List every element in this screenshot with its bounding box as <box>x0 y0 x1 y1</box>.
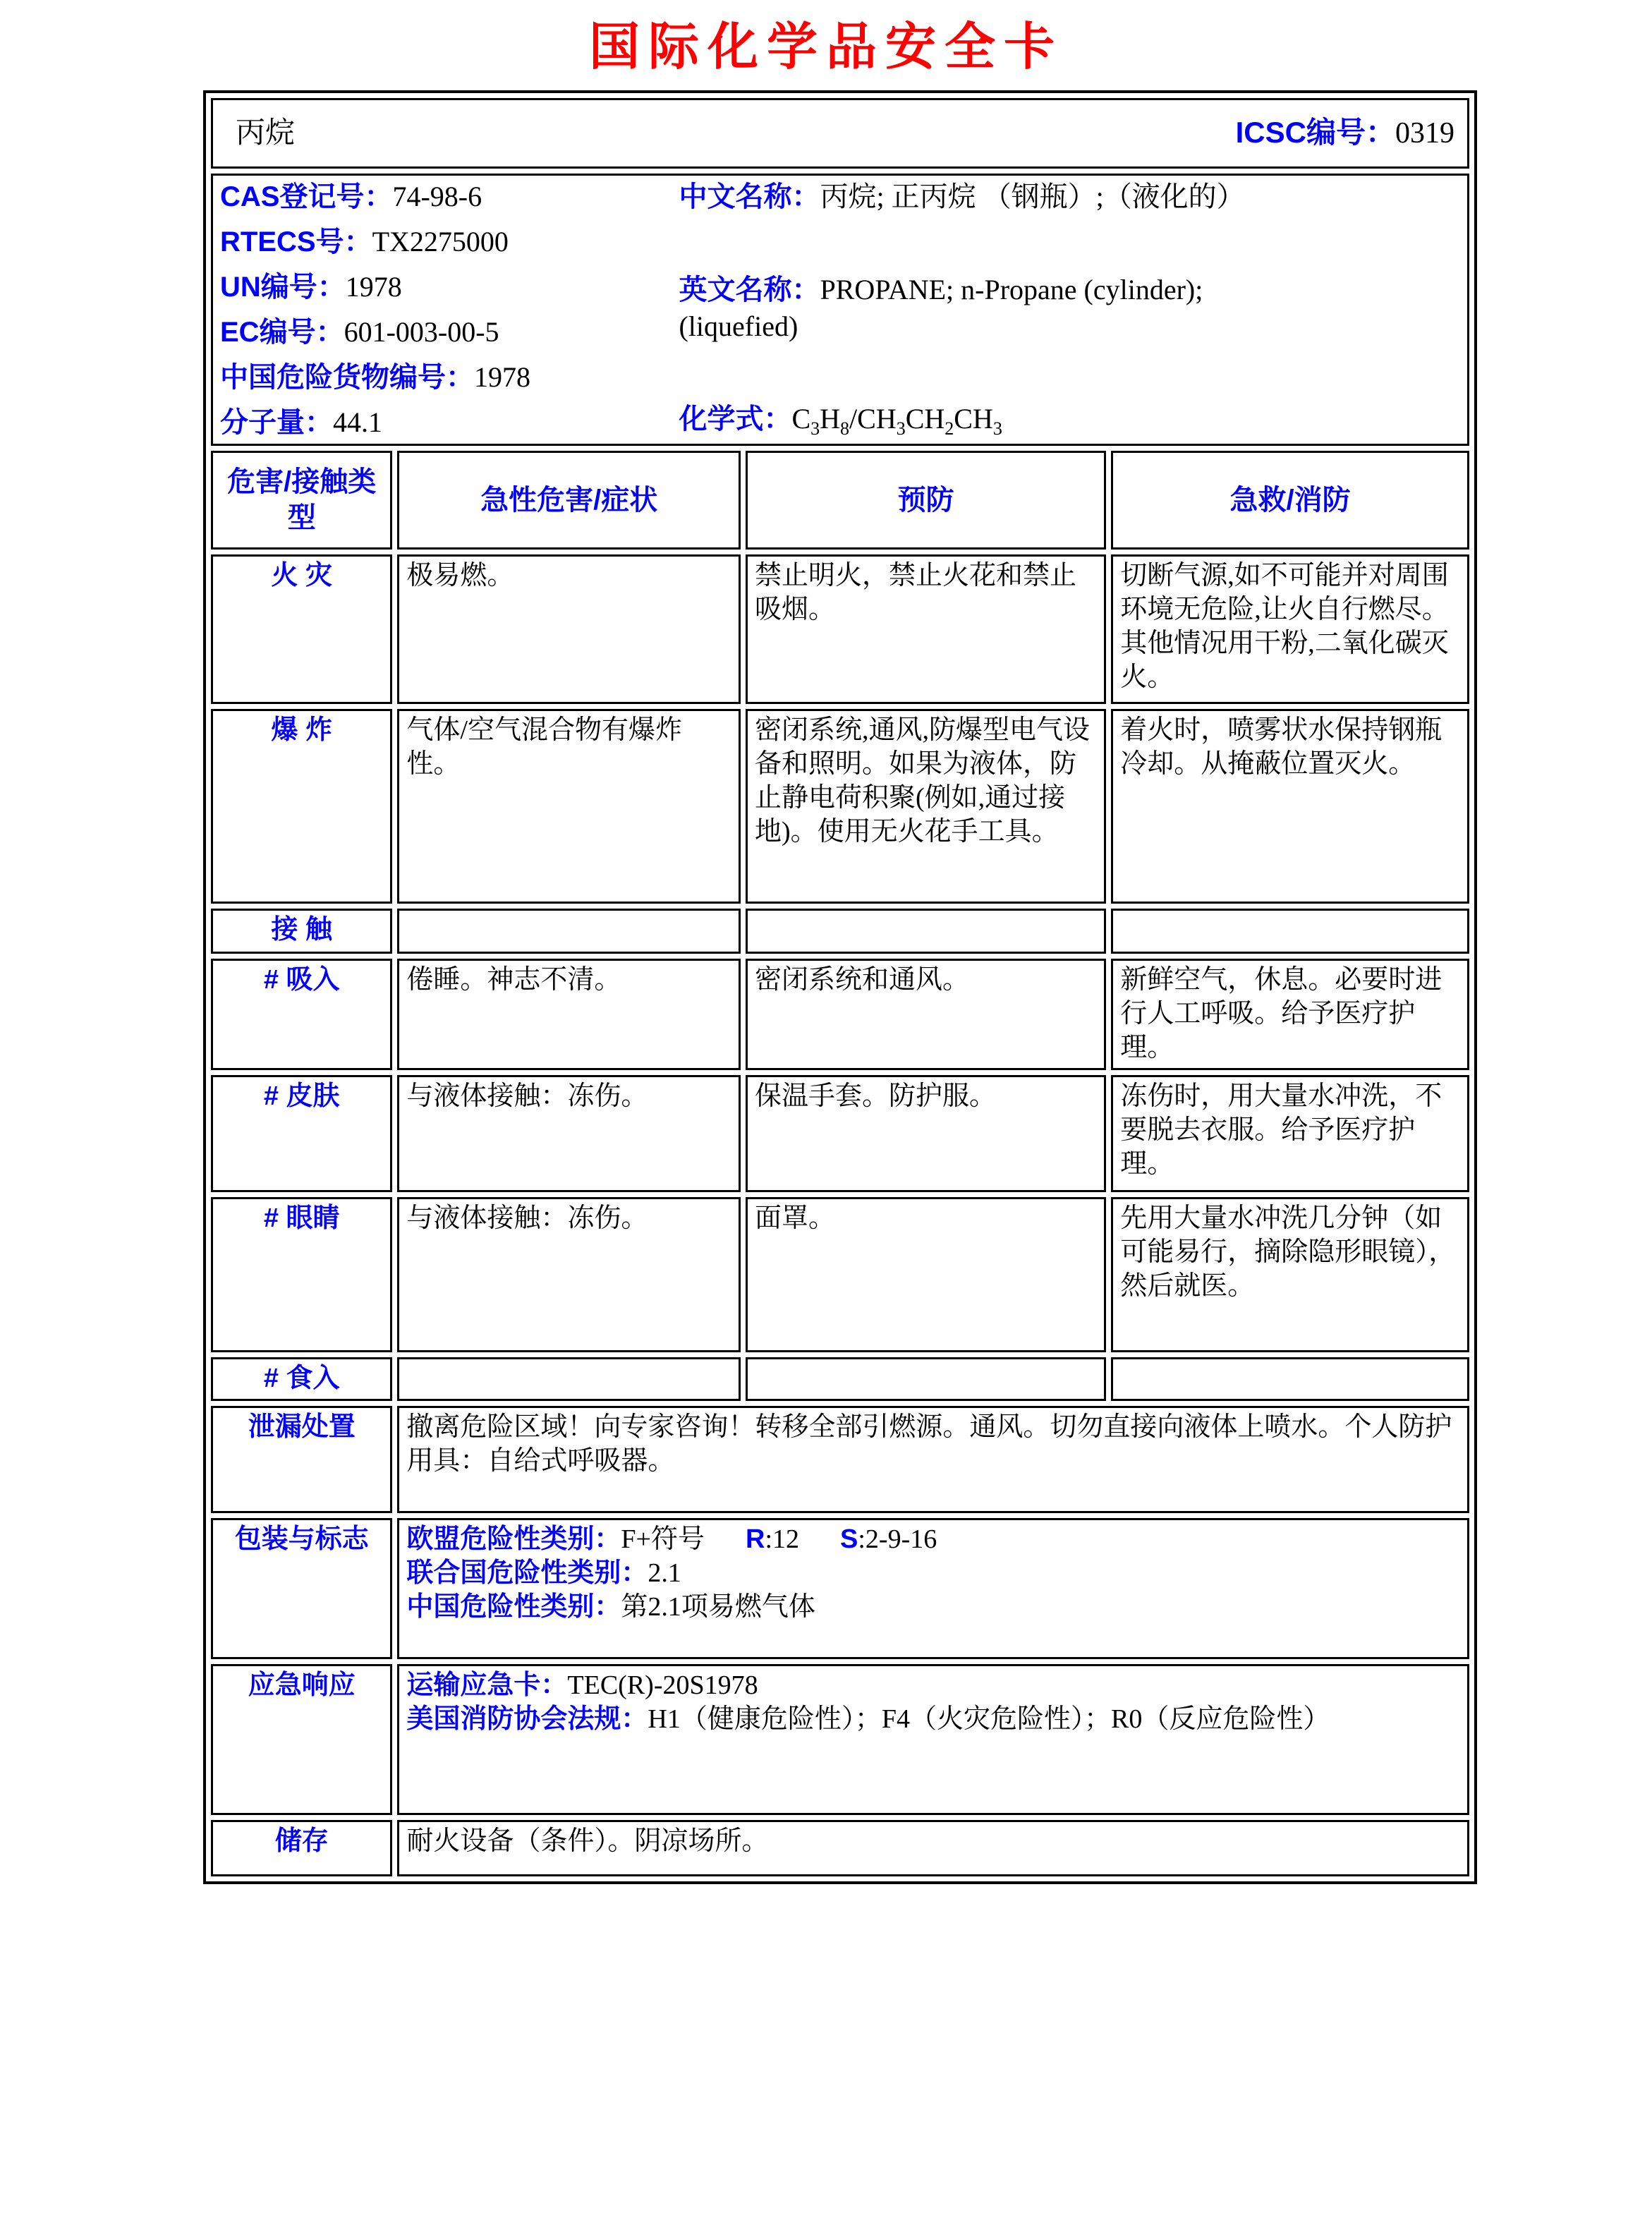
row-skin <box>211 1075 1469 1192</box>
row-explosion <box>211 709 1469 904</box>
storage-text: 耐火设备（条件）。阴凉场所。 <box>397 1820 1469 1876</box>
row-emergency <box>211 1664 1469 1815</box>
rtecs-number: RTECS号：TX2275000 <box>220 226 509 257</box>
identifier-list <box>220 178 679 441</box>
explosion-symptoms: 气体/空气混合物有爆炸性。 <box>397 709 741 904</box>
header-prevention: 预防 <box>746 451 1106 550</box>
contact-label: 接 触 <box>211 909 392 954</box>
row-packaging <box>211 1518 1469 1659</box>
ec-number: EC编号：601-003-00-5 <box>220 316 499 348</box>
contact-symptoms <box>397 909 741 954</box>
eyes-prevention: 面罩。 <box>746 1197 1106 1352</box>
skin-label: # 皮肤 <box>211 1075 392 1192</box>
header-hazard-type: 危害/接触类型 <box>211 451 392 550</box>
spillage-text: 撤离危险区域！向专家咨询！转移全部引燃源。通风。切勿直接向液体上喷水。个人防护用具：自给式呼吸器。 <box>397 1406 1469 1513</box>
substance-name: 丙烷 <box>236 116 296 150</box>
packaging-label: 包装与标志 <box>211 1518 392 1659</box>
explosion-response: 着火时，喷雾状水保持钢瓶冷却。从掩蔽位置灭火。 <box>1111 709 1469 904</box>
eyes-response: 先用大量水冲洗几分钟（如可能易行，摘除隐形眼镜），然后就医。 <box>1111 1197 1469 1352</box>
cas-number: CAS登记号：74-98-6 <box>220 181 482 212</box>
china-dangerous-goods-number: 中国危险货物编号：1978 <box>220 361 530 393</box>
fire-symptoms: 极易燃。 <box>397 554 741 704</box>
row-spillage <box>211 1406 1469 1513</box>
icsc-number <box>1236 114 1460 152</box>
fire-prevention: 禁止明火，禁止火花和禁止吸烟。 <box>746 554 1106 704</box>
skin-response: 冻伤时，用大量水冲洗，不要脱去衣服。给予医疗护理。 <box>1111 1075 1469 1192</box>
nfpa-code: 美国消防协会法规：H1（健康危险性）；F4（火灾危险性）；R0（反应危险性） <box>406 1704 1330 1734</box>
eu-hazard-class: 欧盟危险性类别：F+符号 R:12 S:2-9-16 <box>406 1524 937 1554</box>
contact-response <box>1111 909 1469 954</box>
eyes-label: # 眼睛 <box>211 1197 392 1352</box>
name-and-formula <box>679 178 1460 441</box>
china-hazard-class: 中国危险性类别：第2.1项易燃气体 <box>406 1591 815 1622</box>
header-acute-symptoms: 急性危害/症状 <box>397 451 741 550</box>
chinese-name: 中文名称：丙烷; 正丙烷 （钢瓶）;（液化的） <box>679 181 1245 212</box>
row-inhalation <box>211 959 1469 1070</box>
page-title: 国际化学品安全卡 <box>588 19 1063 75</box>
hazard-header-row <box>211 451 1469 550</box>
ingestion-response <box>1111 1357 1469 1401</box>
ingestion-symptoms <box>397 1357 741 1401</box>
emergency-label: 应急响应 <box>211 1664 392 1815</box>
icsc-card-table <box>203 90 1477 1884</box>
row-fire <box>211 554 1469 704</box>
chemical-formula: 化学式：$C_3H_8/CH_3CH_2CH_3$ <box>679 403 1002 439</box>
icsc-label: ICSC编号： <box>1235 116 1395 150</box>
icsc-value: 0319 <box>1395 117 1454 150</box>
ingestion-prevention <box>746 1357 1106 1401</box>
emergency-text <box>397 1664 1469 1815</box>
fire-response: 切断气源,如不可能并对周围环境无危险,让火自行燃尽。其他情况用干粉,二氧化碳灭火。 <box>1111 554 1469 704</box>
packaging-text <box>397 1518 1469 1659</box>
english-name: 英文名称：PROPANE; n-Propane (cylinder); (liquefied) <box>679 273 1203 342</box>
inhalation-label: # 吸入 <box>211 959 392 1070</box>
storage-label: 储存 <box>211 1820 392 1876</box>
substance-header-cell <box>211 98 1469 169</box>
formula-text: $C_3H_8/CH_3CH_2CH_3$ <box>791 403 1002 439</box>
eyes-symptoms: 与液体接触：冻伤。 <box>397 1197 741 1352</box>
transport-emergency-card: 运输应急卡：TEC(R)-20S1978 <box>406 1670 758 1700</box>
molecular-weight: 分子量：44.1 <box>220 406 382 438</box>
fire-label: 火 灾 <box>211 554 392 704</box>
spillage-label: 泄漏处置 <box>211 1406 392 1513</box>
header-first-aid-fire: 急救/消防 <box>1111 451 1469 550</box>
substance-header-row <box>211 98 1469 169</box>
row-eyes <box>211 1197 1469 1352</box>
inhalation-prevention: 密闭系统和通风。 <box>746 959 1106 1070</box>
ingestion-label: # 食入 <box>211 1357 392 1401</box>
explosion-prevention: 密闭系统,通风,防爆型电气设备和照明。如果为液体，防止静电荷积聚(例如,通过接地)。使用无火花手工具。 <box>746 709 1106 904</box>
un-number: UN编号：1978 <box>220 271 402 303</box>
skin-prevention: 保温手套。防护服。 <box>746 1075 1106 1192</box>
explosion-label: 爆 炸 <box>211 709 392 904</box>
row-storage <box>211 1820 1469 1876</box>
row-contact <box>211 909 1469 954</box>
inhalation-symptoms: 倦睡。神志不清。 <box>397 959 741 1070</box>
inhalation-response: 新鲜空气，休息。必要时进行人工呼吸。给予医疗护理。 <box>1111 959 1469 1070</box>
skin-symptoms: 与液体接触：冻伤。 <box>397 1075 741 1192</box>
un-hazard-class: 联合国危险性类别：2.1 <box>406 1558 681 1588</box>
identifiers-row <box>211 174 1469 446</box>
row-ingestion <box>211 1357 1469 1401</box>
contact-prevention <box>746 909 1106 954</box>
identifiers-cell <box>211 174 1469 446</box>
